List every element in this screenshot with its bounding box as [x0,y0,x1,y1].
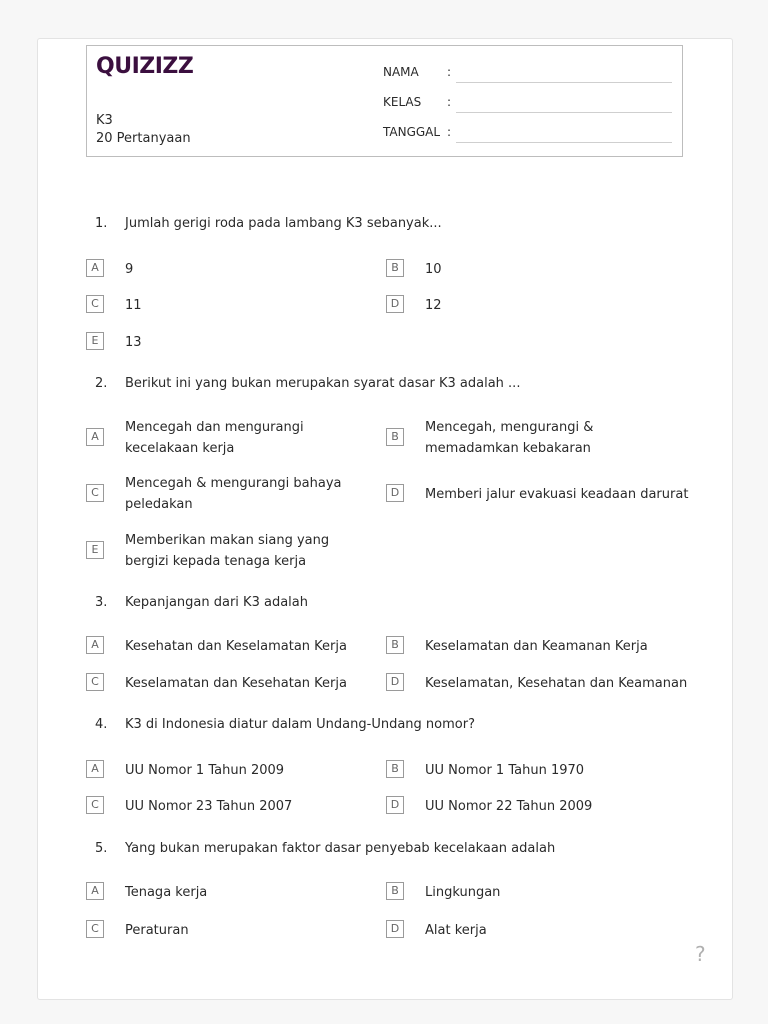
option-text: Tenaga kerja [125,885,208,900]
option-letter: B [386,882,404,900]
option-text: Lingkungan [425,885,501,900]
quizizz-logo: QUIZIZZ [96,54,194,79]
question-number: 2. [95,376,108,391]
class-colon: : [447,95,452,109]
option-text: Mencegah dan mengurangi kecelakaan kerja [125,420,304,456]
option-letter: D [386,796,404,814]
option-text: Peraturan [125,923,189,938]
option-letter: D [386,484,404,502]
question-text: K3 di Indonesia diatur dalam Undang-Undang nomor? [125,717,475,732]
question-number: 3. [95,595,108,610]
question-text: Kepanjangan dari K3 adalah [125,595,308,610]
option-letter: B [386,259,404,277]
option-text: Mencegah, mengurangi & memadamkan kebakaran [425,420,594,456]
option-text: UU Nomor 22 Tahun 2009 [425,799,593,814]
option-letter: A [86,636,104,654]
date-field [383,123,675,143]
option-letter: B [386,428,404,446]
class-label: KELAS [383,95,422,109]
class-line [456,112,672,113]
name-label: NAMA [383,65,419,79]
option-text: 9 [125,262,134,277]
option-letter: C [86,673,104,691]
option-letter: E [86,332,104,350]
option-letter: A [86,760,104,778]
option-letter: E [86,541,104,559]
question-number: 4. [95,717,108,732]
option-text: Mencegah & mengurangi bahaya peledakan [125,476,342,512]
worksheet-header [86,45,683,157]
name-field [383,63,675,83]
question-number: 1. [95,216,108,231]
question-count: 20 Pertanyaan [96,131,191,146]
option-letter: C [86,920,104,938]
option-letter: B [386,760,404,778]
option-text: Memberikan makan siang yang bergizi kepada tenaga kerja [125,533,330,569]
option-letter: B [386,636,404,654]
option-letter: C [86,796,104,814]
option-text: Memberi jalur evakuasi keadaan darurat [425,487,689,502]
option-letter: A [86,428,104,446]
name-colon: : [447,65,452,79]
option-letter: D [386,673,404,691]
option-text: Keselamatan dan Keamanan Kerja [425,639,648,654]
option-text: Kesehatan dan Keselamatan Kerja [125,639,347,654]
class-field [383,93,675,113]
question-text: Jumlah gerigi roda pada lambang K3 sebanyak... [125,216,442,231]
option-text: 12 [425,298,442,313]
date-line [456,142,672,143]
option-letter: D [386,920,404,938]
option-letter: A [86,882,104,900]
name-line [456,82,672,83]
option-text: 10 [425,262,442,277]
option-text: Keselamatan, Kesehatan dan Keamanan [425,676,688,691]
help-icon[interactable]: ? [695,942,706,966]
option-text: 13 [125,335,142,350]
option-letter: A [86,259,104,277]
date-label: TANGGAL [383,125,441,139]
option-text: UU Nomor 1 Tahun 1970 [425,763,585,778]
option-letter: C [86,295,104,313]
option-text: Alat kerja [425,923,487,938]
question-text: Berikut ini yang bukan merupakan syarat dasar K3 adalah ... [125,376,521,391]
quiz-title: K3 [96,113,113,128]
option-text: UU Nomor 1 Tahun 2009 [125,763,285,778]
question-text: Yang bukan merupakan faktor dasar penyebab kecelakaan adalah [125,841,556,856]
option-text: UU Nomor 23 Tahun 2007 [125,799,293,814]
option-letter: D [386,295,404,313]
date-colon: : [447,125,452,139]
option-letter: C [86,484,104,502]
option-text: Keselamatan dan Kesehatan Kerja [125,676,347,691]
question-number: 5. [95,841,108,856]
option-text: 11 [125,298,142,313]
